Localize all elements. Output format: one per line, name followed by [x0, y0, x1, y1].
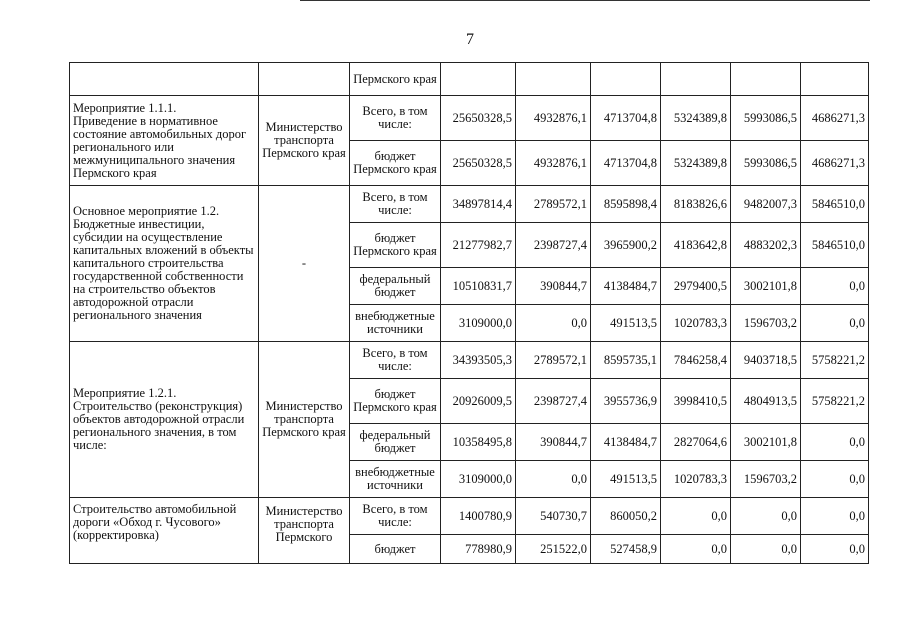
- value-cell: 0,0: [516, 461, 591, 498]
- value-cell: 0,0: [516, 305, 591, 342]
- source-cell: внебюджетные источники: [350, 461, 441, 498]
- value-cell: 0,0: [661, 498, 731, 535]
- value-cell: 5758221,2: [801, 342, 869, 379]
- measure-name: Основное мероприятие 1.2. Бюджетные инвестиции, субсидии на осуществление капитальных вложений в объекты капитального строительства государственной собственности на строительство объектов автодорожной отрасли регионального значения: [70, 186, 259, 342]
- value-cell: 3109000,0: [441, 461, 516, 498]
- value-cell: 8595735,1: [591, 342, 661, 379]
- value-cell: [661, 63, 731, 96]
- value-cell: 4686271,3: [801, 96, 869, 141]
- executor-cell: [259, 63, 350, 96]
- value-cell: 0,0: [731, 535, 801, 564]
- measure-name: Мероприятие 1.1.1. Приведение в нормативное состояние автомобильных дорог регионального или межмуниципального значения Пермского края: [70, 96, 259, 186]
- value-cell: 4883202,3: [731, 223, 801, 268]
- value-cell: 251522,0: [516, 535, 591, 564]
- value-cell: 4138484,7: [591, 268, 661, 305]
- value-cell: 0,0: [801, 424, 869, 461]
- source-cell: федеральный бюджет: [350, 268, 441, 305]
- value-cell: 1596703,2: [731, 461, 801, 498]
- source-cell: Пермского края: [350, 63, 441, 96]
- value-cell: 5846510,0: [801, 223, 869, 268]
- table-row: [70, 96, 869, 141]
- value-cell: [441, 63, 516, 96]
- value-cell: 540730,7: [516, 498, 591, 535]
- executor-name: Министерство транспорта Пермского края: [259, 342, 350, 498]
- value-cell: 4183642,8: [661, 223, 731, 268]
- table-row: [70, 342, 869, 379]
- value-cell: 390844,7: [516, 424, 591, 461]
- value-cell: 25650328,5: [441, 96, 516, 141]
- value-cell: 1400780,9: [441, 498, 516, 535]
- measure-name: Строительство автомобильной дороги «Обход г. Чусового» (корректировка): [70, 498, 259, 564]
- value-cell: [591, 63, 661, 96]
- source-cell: бюджет Пермского края: [350, 141, 441, 186]
- source-cell: Всего, в том числе:: [350, 96, 441, 141]
- value-cell: 10358495,8: [441, 424, 516, 461]
- value-cell: 0,0: [801, 498, 869, 535]
- value-cell: 5993086,5: [731, 96, 801, 141]
- table-row: [70, 186, 869, 223]
- source-cell: Всего, в том числе:: [350, 498, 441, 535]
- value-cell: [801, 63, 869, 96]
- value-cell: [731, 63, 801, 96]
- value-cell: 4713704,8: [591, 141, 661, 186]
- value-cell: 491513,5: [591, 305, 661, 342]
- value-cell: 778980,9: [441, 535, 516, 564]
- value-cell: 4713704,8: [591, 96, 661, 141]
- value-cell: 0,0: [801, 535, 869, 564]
- value-cell: 2979400,5: [661, 268, 731, 305]
- value-cell: 8595898,4: [591, 186, 661, 223]
- measure-name: Мероприятие 1.2.1. Строительство (реконструкция) объектов автодорожной отрасли регионального значения, в том числе:: [70, 342, 259, 498]
- value-cell: 4932876,1: [516, 96, 591, 141]
- value-cell: 8183826,6: [661, 186, 731, 223]
- value-cell: 34897814,4: [441, 186, 516, 223]
- source-cell: Всего, в том числе:: [350, 342, 441, 379]
- value-cell: 9403718,5: [731, 342, 801, 379]
- value-cell: 3109000,0: [441, 305, 516, 342]
- value-cell: 0,0: [661, 535, 731, 564]
- source-cell: бюджет: [350, 535, 441, 564]
- value-cell: 2398727,4: [516, 379, 591, 424]
- value-cell: 4804913,5: [731, 379, 801, 424]
- value-cell: 34393505,3: [441, 342, 516, 379]
- value-cell: 390844,7: [516, 268, 591, 305]
- value-cell: 0,0: [731, 498, 801, 535]
- value-cell: 21277982,7: [441, 223, 516, 268]
- value-cell: [516, 63, 591, 96]
- value-cell: 4932876,1: [516, 141, 591, 186]
- value-cell: 2789572,1: [516, 186, 591, 223]
- value-cell: 3002101,8: [731, 424, 801, 461]
- value-cell: 4138484,7: [591, 424, 661, 461]
- value-cell: 3998410,5: [661, 379, 731, 424]
- value-cell: 0,0: [801, 305, 869, 342]
- value-cell: 0,0: [801, 461, 869, 498]
- executor-name: Министерство транспорта Пермского края: [259, 96, 350, 186]
- top-rule: [300, 0, 870, 1]
- table-row: [70, 498, 869, 535]
- value-cell: 10510831,7: [441, 268, 516, 305]
- value-cell: 7846258,4: [661, 342, 731, 379]
- value-cell: 1596703,2: [731, 305, 801, 342]
- table-row: [70, 63, 869, 96]
- budget-table: [69, 62, 869, 564]
- source-cell: бюджет Пермского края: [350, 379, 441, 424]
- value-cell: 5324389,8: [661, 141, 731, 186]
- value-cell: 5758221,2: [801, 379, 869, 424]
- value-cell: 4686271,3: [801, 141, 869, 186]
- value-cell: 3002101,8: [731, 268, 801, 305]
- value-cell: 3955736,9: [591, 379, 661, 424]
- value-cell: 491513,5: [591, 461, 661, 498]
- executor-name: Министерство транспорта Пермского: [259, 498, 350, 564]
- source-cell: бюджет Пермского края: [350, 223, 441, 268]
- value-cell: 860050,2: [591, 498, 661, 535]
- value-cell: 2827064,6: [661, 424, 731, 461]
- value-cell: 0,0: [801, 268, 869, 305]
- value-cell: 25650328,5: [441, 141, 516, 186]
- name-cell: [70, 63, 259, 96]
- value-cell: 527458,9: [591, 535, 661, 564]
- source-cell: внебюджетные источники: [350, 305, 441, 342]
- value-cell: 2398727,4: [516, 223, 591, 268]
- value-cell: 5993086,5: [731, 141, 801, 186]
- value-cell: 20926009,5: [441, 379, 516, 424]
- value-cell: 5846510,0: [801, 186, 869, 223]
- value-cell: 2789572,1: [516, 342, 591, 379]
- value-cell: 9482007,3: [731, 186, 801, 223]
- value-cell: 1020783,3: [661, 461, 731, 498]
- source-cell: федеральный бюджет: [350, 424, 441, 461]
- value-cell: 1020783,3: [661, 305, 731, 342]
- value-cell: 5324389,8: [661, 96, 731, 141]
- page-number: 7: [466, 31, 474, 48]
- value-cell: 3965900,2: [591, 223, 661, 268]
- source-cell: Всего, в том числе:: [350, 186, 441, 223]
- executor-name: -: [259, 186, 350, 342]
